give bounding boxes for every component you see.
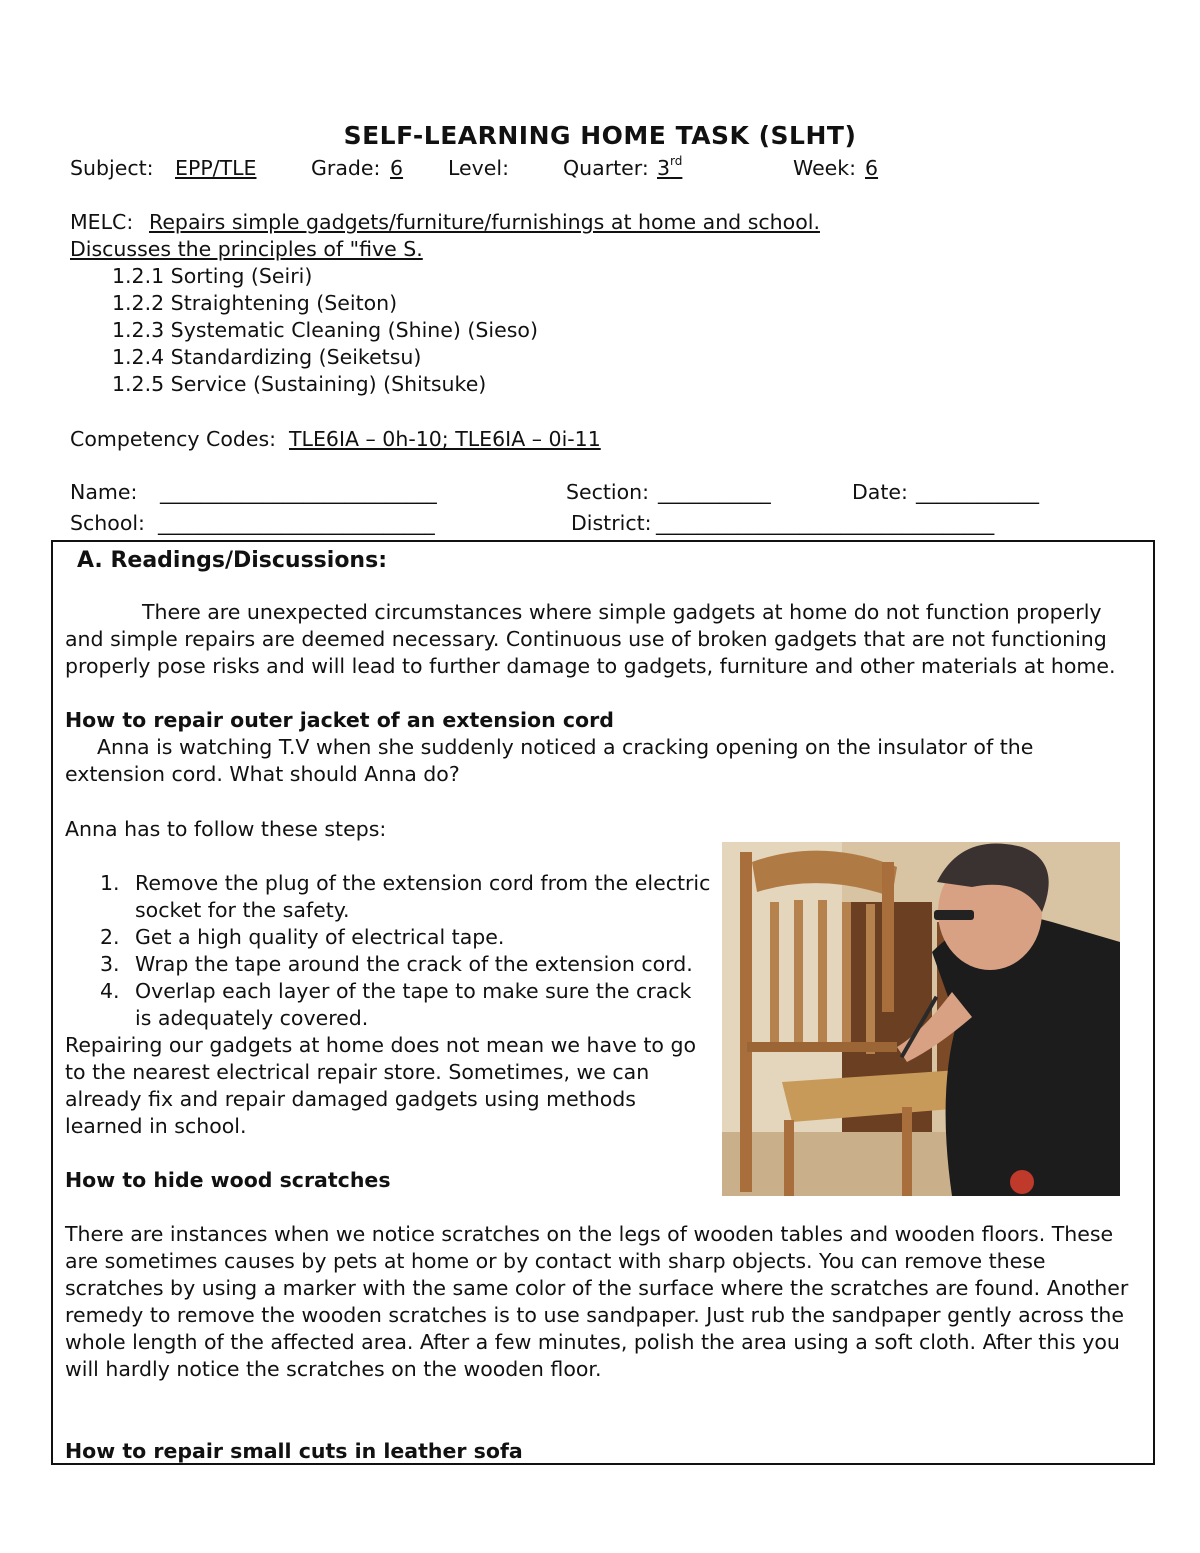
melc-label: MELC:	[70, 210, 134, 234]
competency-value: TLE6IA – 0h-10; TLE6IA – 0i-11	[289, 427, 601, 451]
chair-repair-photo	[722, 842, 1120, 1196]
melc-item: 1.2.4 Standardizing (Seiketsu)	[112, 345, 422, 369]
melc-line-2: Discusses the principles of "five S.	[70, 237, 423, 261]
district-field[interactable]: _________________________________	[656, 511, 995, 535]
date-field[interactable]: ____________	[916, 480, 1039, 504]
sofa-heading: How to repair small cuts in leather sofa	[65, 1439, 523, 1463]
list-item: 2. Get a high quality of electrical tape.	[100, 925, 505, 949]
melc-item: 1.2.5 Service (Sustaining) (Shitsuke)	[112, 372, 487, 396]
quarter-label: Quarter:	[563, 156, 649, 180]
subject-label: Subject:	[70, 156, 154, 180]
quarter-value: 3rd	[657, 154, 683, 180]
district-label: District:	[571, 511, 652, 535]
level-label: Level:	[448, 156, 510, 180]
section-label: Section:	[566, 480, 650, 504]
grade-label: Grade:	[311, 156, 381, 180]
school-field[interactable]: ___________________________	[158, 511, 435, 535]
steps-list	[65, 870, 711, 1032]
name-label: Name:	[70, 480, 138, 504]
readings-heading: A. Readings/Discussions:	[77, 548, 387, 573]
week-label: Week:	[793, 156, 857, 180]
grade-value: 6	[390, 156, 404, 180]
date-label: Date:	[852, 480, 908, 504]
chair-repair-illustration	[722, 842, 1120, 1196]
school-label: School:	[70, 511, 145, 535]
subject-value: EPP/TLE	[175, 156, 257, 180]
extension-closing: Repairing our gadgets at home does not mean we have to go to the nearest electrical repair store. Sometimes, we can already fix and repair damaged gadgets using methods learned in school.	[65, 1033, 696, 1138]
melc-item: 1.2.1 Sorting (Seiri)	[112, 264, 313, 288]
melc-item: 1.2.2 Straightening (Seiton)	[112, 291, 398, 315]
melc-line-1: Repairs simple gadgets/furniture/furnishings at home and school.	[149, 210, 820, 234]
readings-box	[51, 540, 1155, 1465]
list-item: 1. Remove the plug of the extension cord from the electric socket for the safety.	[100, 871, 711, 922]
section-field[interactable]: ___________	[658, 480, 771, 504]
list-item: 3. Wrap the tape around the crack of the extension cord.	[100, 952, 693, 976]
extension-heading: How to repair outer jacket of an extension cord	[65, 708, 614, 732]
competency-label: Competency Codes:	[70, 427, 277, 451]
intro-paragraph: There are unexpected circumstances where simple gadgets at home do not function properly and simple repairs are deemed necessary. Continuous use of broken gadgets that are not functioning properly pose risks and will lead to further damage to gadgets, furniture and other materials at home.	[65, 600, 1116, 678]
name-field[interactable]: ___________________________	[160, 480, 437, 504]
steps-lead: Anna has to follow these steps:	[65, 817, 387, 841]
document-title: SELF-LEARNING HOME TASK (SLHT)	[343, 121, 857, 150]
extension-scenario: Anna is watching T.V when she suddenly noticed a cracking opening on the insulator of the extension cord. What should Anna do?	[65, 735, 1034, 786]
week-value: 6	[865, 156, 879, 180]
melc-item: 1.2.3 Systematic Cleaning (Shine) (Sieso)	[112, 318, 538, 342]
scratches-heading: How to hide wood scratches	[65, 1168, 391, 1192]
list-item: 4. Overlap each layer of the tape to make sure the crack is adequately covered.	[100, 979, 692, 1030]
scratches-paragraph: There are instances when we notice scratches on the legs of wooden tables and wooden floors. These are sometimes causes by pets at home or by contact with sharp objects. You can remove these scratches by using a marker with the same color of the surface where the scratches are found. Another remedy to remove the wooden scratches is to use sandpaper. Just rub the sandpaper gently across the whole length of the affected area. After a few minutes, polish the area using a soft cloth. After this you will hardly notice the scratches on the wooden floor.	[65, 1222, 1129, 1381]
